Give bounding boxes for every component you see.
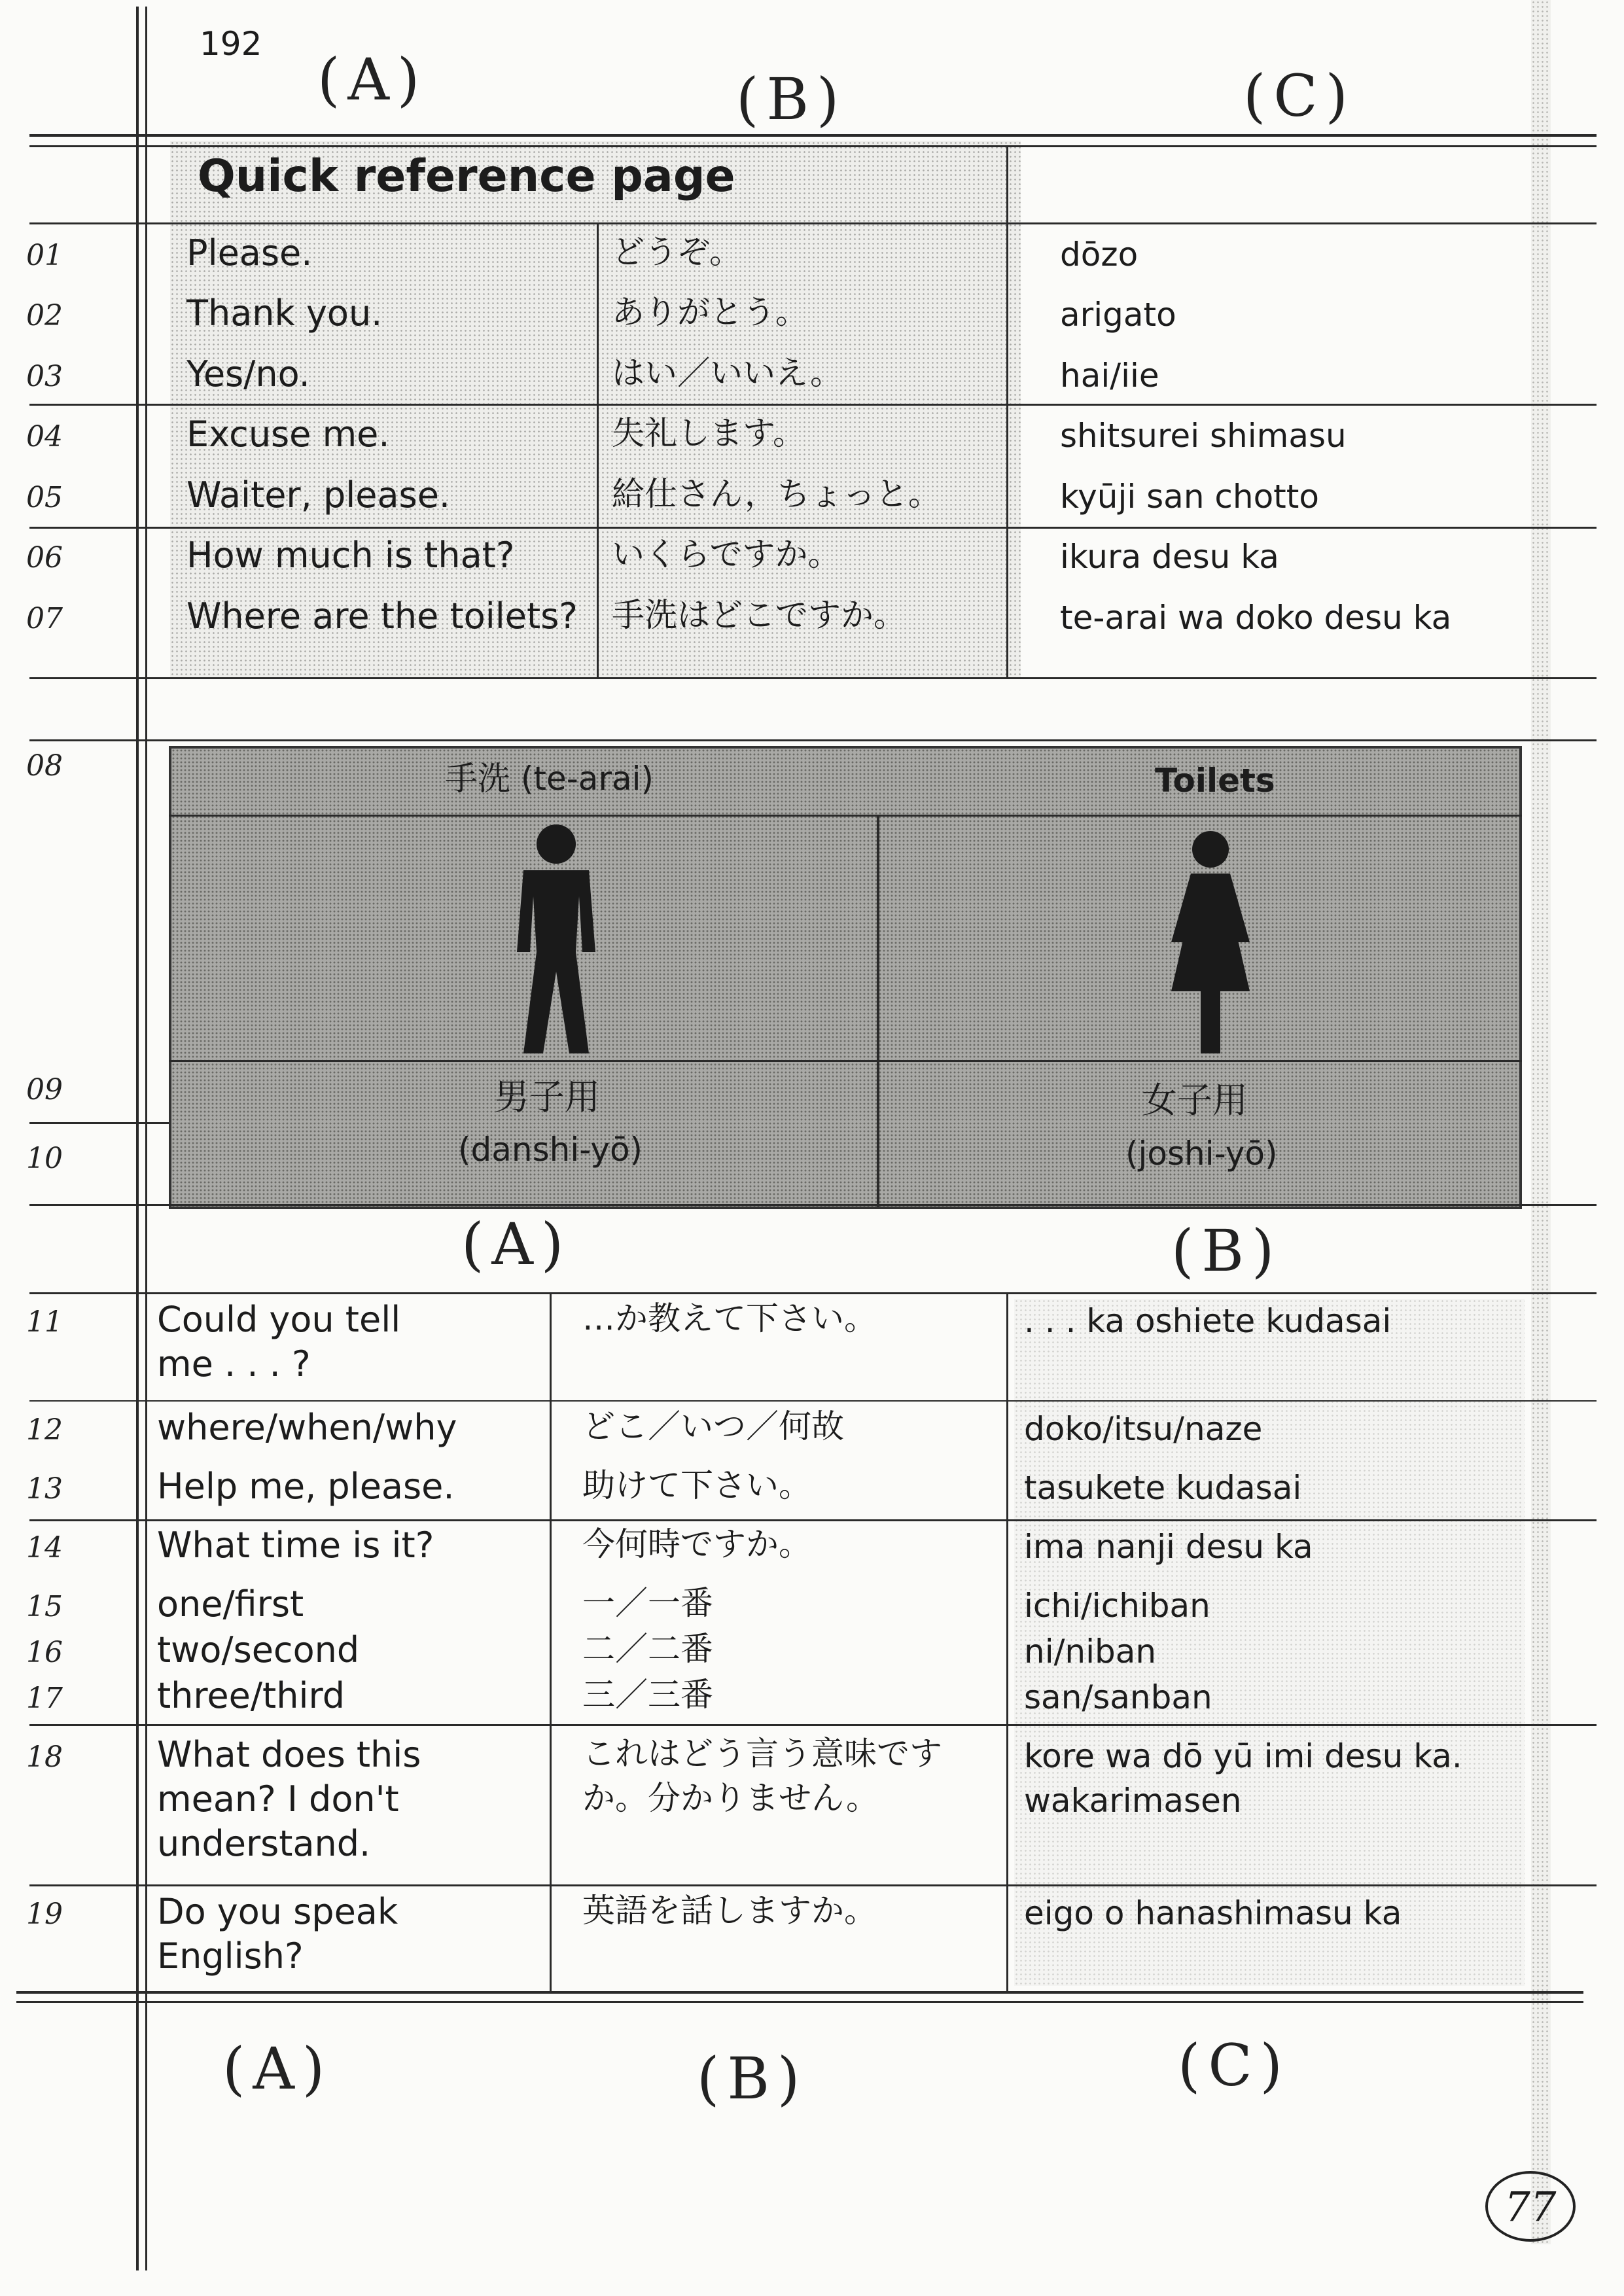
row-number: 17	[26, 1682, 63, 1715]
woman-icon	[1152, 828, 1269, 1063]
section-title: Quick reference page	[198, 150, 735, 202]
men-romaji: (danshi-yō)	[458, 1131, 643, 1169]
sign-bottom-rule-2	[29, 1122, 169, 1124]
phrase-romaji: te-arai wa doko desu ka	[1060, 599, 1452, 637]
phrase-romaji: tasukete kudasai	[1024, 1469, 1302, 1507]
phrase-japanese: …か教えて下さい。	[582, 1299, 877, 1337]
phrase-romaji: . . . ka oshiete kudasai	[1024, 1302, 1392, 1340]
sign-label-rule	[169, 1060, 1522, 1062]
women-jp: 女子用	[1142, 1080, 1248, 1121]
phrase-romaji: arigato	[1060, 296, 1176, 334]
column-letter-b-bottom: (B)	[697, 2045, 808, 2112]
women-romaji: (joshi-yō)	[1125, 1135, 1278, 1173]
row-number-09: 09	[26, 1073, 63, 1106]
phrase-romaji: ikura desu ka	[1060, 538, 1279, 576]
row-number: 14	[26, 1531, 63, 1564]
col-rule-b-top	[597, 222, 599, 677]
phrase-japanese: 手洗はどこですか。	[612, 596, 906, 634]
phrase-english: Please.	[186, 232, 313, 274]
sign-bottom-rule	[29, 1204, 1597, 1206]
bottom-table-bottom-rule	[16, 1991, 1583, 1994]
phrase-english: Could you tell	[157, 1299, 401, 1340]
phrase-romaji: ima nanji desu ka	[1024, 1528, 1313, 1566]
phrase-japanese: 英語を話しますか。	[582, 1892, 877, 1930]
phrase-romaji: eigo o hanashimasu ka	[1024, 1894, 1402, 1932]
sign-right-title: Toilets	[1155, 762, 1275, 800]
phrase-english: Help me, please.	[157, 1466, 455, 1507]
phrase-japanese: 失礼します。	[612, 414, 805, 452]
row-number: 04	[26, 420, 63, 453]
column-letter-a-top: (A)	[317, 46, 428, 113]
phrase-english: Yes/no.	[186, 353, 310, 395]
row-rule-05	[29, 527, 1597, 529]
phrase-romaji: hai/iie	[1060, 357, 1159, 395]
row-number: 03	[26, 360, 63, 393]
column-letter-a-mid: (A)	[461, 1210, 572, 1278]
corner-mark-text: 77	[1504, 2182, 1557, 2231]
phrase-english: understand.	[157, 1823, 371, 1864]
bottom-row-rule-13	[29, 1519, 1597, 1521]
phrase-english: What time is it?	[157, 1525, 434, 1566]
page-number: 192	[200, 25, 262, 63]
men-jp: 男子用	[494, 1076, 600, 1118]
column-letter-a-bottom: (A)	[222, 2035, 333, 2102]
sign-top-rule	[29, 739, 1597, 741]
row-number: 05	[26, 481, 63, 514]
row-number: 11	[26, 1305, 63, 1339]
phrase-japanese: はい／いいえ。	[612, 354, 843, 392]
phrase-romaji: san/sanban	[1024, 1678, 1212, 1716]
row-number: 19	[26, 1898, 63, 1931]
phrase-english: How much is that?	[186, 535, 515, 576]
phrase-japanese: 助けて下さい。	[582, 1466, 811, 1504]
bottom-row-rule-18	[29, 1884, 1597, 1886]
top-rule-2	[29, 145, 1597, 147]
phrase-japanese: か。分かりません。	[582, 1779, 879, 1817]
column-letter-b-top: (B)	[736, 65, 847, 133]
phrase-japanese: これはどう言う意味です	[582, 1735, 942, 1773]
row-number: 07	[26, 602, 63, 635]
phrase-japanese: 一／一番	[582, 1584, 713, 1622]
phrase-japanese: 二／二番	[582, 1630, 713, 1668]
phrase-english: where/when/why	[157, 1407, 457, 1448]
phrase-english: two/second	[157, 1629, 360, 1670]
phrase-romaji: wakarimasen	[1024, 1782, 1242, 1820]
phrase-romaji: dōzo	[1060, 236, 1139, 274]
title-underline	[29, 222, 1597, 224]
phrase-english: one/first	[157, 1583, 304, 1625]
phrase-japanese: 三／三番	[582, 1676, 713, 1714]
row-number-10: 10	[26, 1142, 63, 1175]
phrase-english: Where are the toilets?	[186, 595, 578, 637]
row-number: 02	[26, 299, 63, 332]
row-number: 12	[26, 1413, 63, 1447]
phrase-english: me . . . ?	[157, 1343, 311, 1385]
sign-left-title: 手洗 (te-arai)	[445, 760, 654, 798]
phrase-romaji: ichi/ichiban	[1024, 1587, 1210, 1625]
phrase-japanese: どうぞ。	[612, 233, 742, 271]
column-letter-c-bottom: (C)	[1178, 2032, 1290, 2099]
phrase-japanese: どこ／いつ／何故	[582, 1407, 844, 1445]
phrase-japanese: いくらですか。	[612, 535, 841, 573]
bottom-row-rule-17	[29, 1724, 1597, 1726]
phrase-romaji: shitsurei shimasu	[1060, 417, 1347, 455]
phrase-english: What does this	[157, 1734, 421, 1775]
row-number: 15	[26, 1590, 63, 1623]
column-letter-b-mid: (B)	[1171, 1217, 1282, 1284]
phrase-japanese: 今何時ですか。	[582, 1525, 811, 1563]
row-rule-07	[29, 677, 1597, 679]
bottom-row-rule-11	[29, 1400, 1597, 1402]
phrase-english: English?	[157, 1935, 304, 1977]
margin-rule-left	[136, 7, 139, 2270]
corner-page-mark	[1485, 2171, 1576, 2242]
phrase-english: three/third	[157, 1675, 345, 1716]
right-edge-shadow	[1531, 0, 1551, 2244]
phrase-english: mean? I don't	[157, 1778, 399, 1820]
row-number: 13	[26, 1472, 63, 1506]
phrase-romaji: doko/itsu/naze	[1024, 1410, 1263, 1448]
row-number-08: 08	[26, 749, 63, 783]
phrase-romaji: kyūji san chotto	[1060, 478, 1319, 516]
bottom-table-bottom-rule-2	[16, 2001, 1583, 2003]
row-number: 01	[26, 239, 63, 272]
top-rule-1	[29, 134, 1597, 137]
bottom-table-top-rule	[29, 1292, 1597, 1294]
phrase-japanese: ありがとう。	[612, 293, 808, 331]
phrase-english: Waiter, please.	[186, 474, 451, 516]
row-number: 06	[26, 541, 63, 574]
row-number: 16	[26, 1636, 63, 1669]
phrase-romaji: kore wa dō yū imi desu ka.	[1024, 1737, 1462, 1775]
col-rule-c-top	[1006, 147, 1008, 677]
man-icon	[497, 821, 615, 1057]
row-rule-03	[29, 404, 1597, 406]
row-number: 18	[26, 1740, 63, 1774]
phrase-english: Excuse me.	[186, 414, 390, 455]
sign-header-rule	[169, 815, 1522, 817]
phrase-english: Thank you.	[186, 292, 383, 334]
phrase-romaji: ni/niban	[1024, 1633, 1157, 1670]
sign-divider	[877, 817, 879, 1207]
phrase-japanese: 給仕さん，ちょっと。	[612, 475, 941, 513]
margin-rule-left-2	[145, 7, 147, 2270]
column-letter-c-top: (C)	[1243, 62, 1356, 130]
phrase-english: Do you speak	[157, 1891, 398, 1932]
